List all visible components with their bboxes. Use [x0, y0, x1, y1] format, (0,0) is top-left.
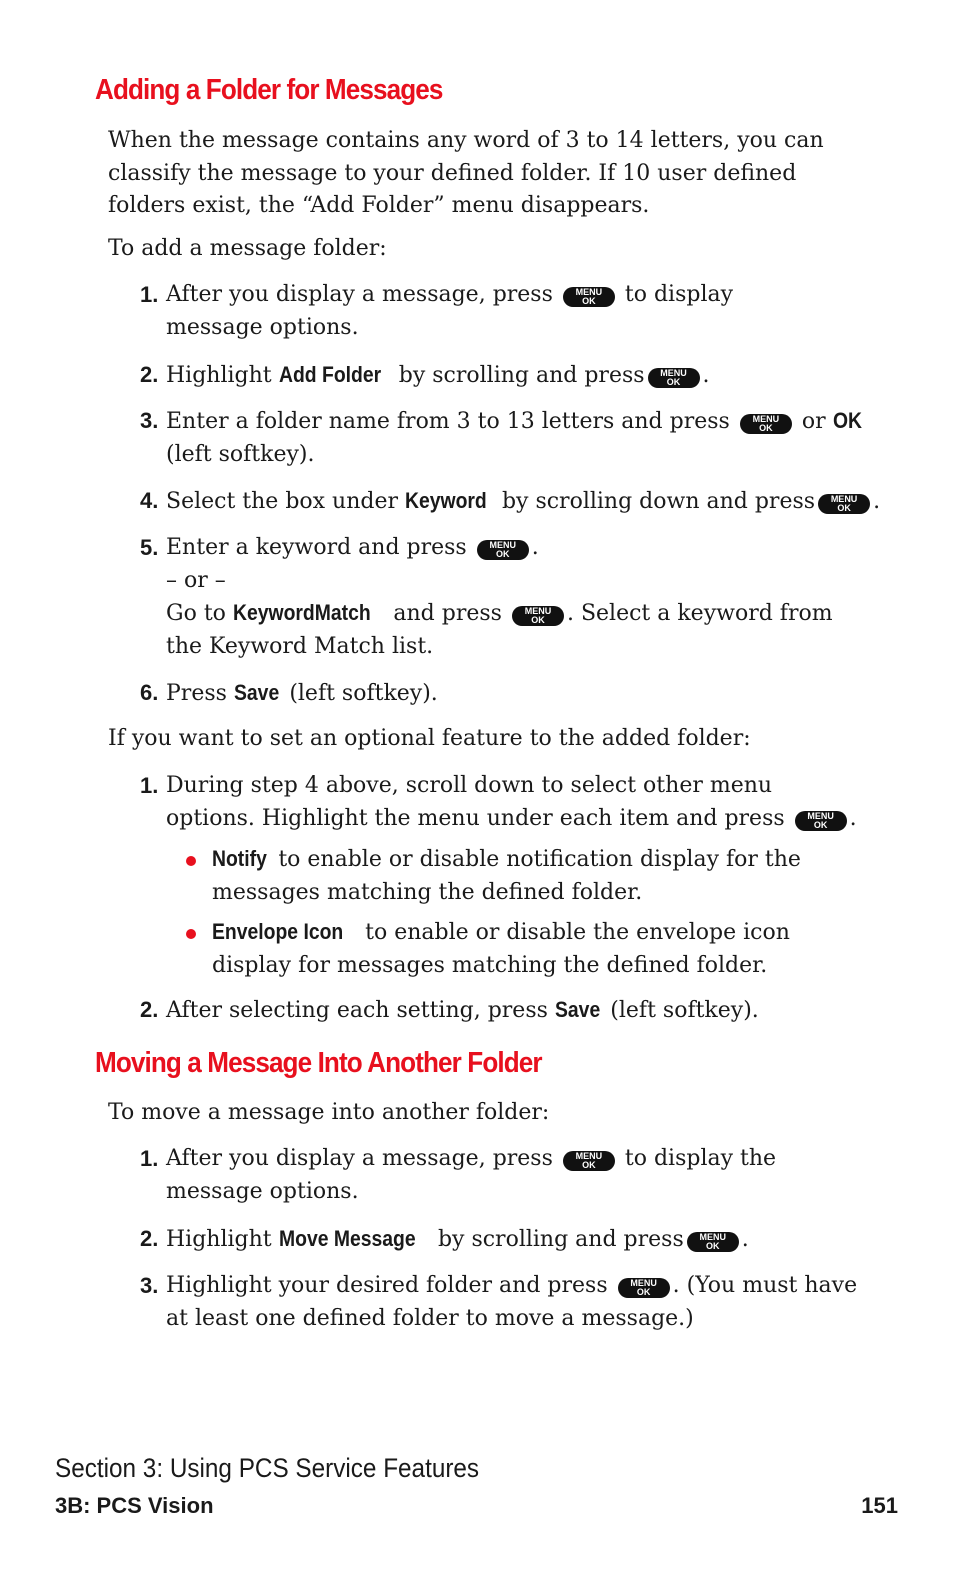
step-text [166, 677, 866, 711]
step-text-part: (left softkey). [166, 441, 315, 467]
step-text: During step 4 above, scroll down to select other menu options. Highlight the menu under each item and press MENU OK . [166, 773, 857, 831]
menu-ok-key-icon: MENU OK [618, 1278, 670, 1298]
bullet-text-part: to enable or disable notification display for the messages matching the defined folder. [212, 847, 801, 905]
keyword-add-folder: Add Folder [278, 362, 381, 387]
step-text-part: Enter a keyword and press [166, 535, 467, 560]
section-heading-add-folder: Adding a Folder for Messages [95, 74, 443, 106]
bullet-icon [186, 929, 196, 939]
section-heading-move-message: Moving a Message Into Another Folder [95, 1047, 542, 1079]
footer-chapter: 3B: PCS Vision [55, 1493, 214, 1518]
step-text-part: After you display a message, press [166, 1146, 553, 1171]
step-text-part: by scrolling and press [437, 1227, 684, 1252]
keyword-save: Save [554, 997, 601, 1022]
menu-ok-key-icon: MENU OK [818, 494, 870, 514]
step-text: Highlight Move Message by scrolling and press MENU OK . [166, 1223, 886, 1257]
step-number: 3. [140, 1273, 159, 1298]
step-number: 2. [140, 997, 159, 1022]
bullet-text-part: to enable or disable the envelope icon display for messages matching the defined folder. [212, 920, 790, 978]
step-text: Highlight Add Folder by scrolling and press MENU OK . [166, 359, 886, 393]
menu-ok-key-icon: MENU OK [512, 606, 564, 626]
optional-lead-text: If you want to set an optional feature to the added folder: [108, 726, 751, 751]
keyword-envelope-icon: Envelope Icon [212, 919, 344, 944]
step-text-part: (left softkey). [610, 998, 759, 1023]
step-text [166, 994, 886, 1028]
keyword-notify: Notify [212, 846, 267, 871]
lead-text: To move a message into another folder: [108, 1100, 550, 1125]
step-text-part: to display message options. [166, 282, 734, 340]
step-text-part: After selecting each setting, press [166, 998, 548, 1023]
menu-ok-key-icon: MENU OK [795, 811, 847, 831]
step-text-part: by scrolling and press [398, 363, 645, 388]
page-number: 151 [861, 1493, 898, 1518]
step-text-part: by scrolling down and press [501, 489, 816, 514]
menu-ok-key-icon: MENU OK [740, 414, 792, 434]
step-text-part: or [801, 409, 826, 434]
step-text-part: Highlight your desired folder and press [166, 1273, 608, 1298]
bullet-icon [186, 856, 196, 866]
bullet-text [212, 916, 872, 982]
menu-ok-key-icon: MENU OK [477, 540, 529, 560]
lead-text: To add a message folder: [108, 236, 387, 261]
step-number: 2. [140, 1226, 159, 1251]
step-text [166, 279, 826, 344]
menu-ok-key-icon: MENU OK [563, 1151, 615, 1171]
keyword-save: Save [233, 680, 280, 705]
step-number: 2. [140, 362, 159, 387]
step-text: Enter a keyword and press MENU OK . – or – Go to KeywordMatch and press MENU OK . Select a keyword from the Keyword Match list. [166, 535, 833, 659]
keyword-ok: OK [832, 408, 862, 433]
or-separator: – or – [166, 567, 226, 593]
keyword-keyword: Keyword [405, 488, 487, 513]
step-text-part: to display the message options. [166, 1146, 777, 1204]
step-text [166, 1143, 866, 1208]
bullet-text [212, 843, 862, 909]
menu-ok-key-icon: MENU OK [648, 368, 700, 388]
step-number: 1. [140, 773, 159, 798]
step-text-part: Enter a folder name from 3 to 13 letters and press [166, 409, 730, 434]
step-text-part: Highlight [166, 1227, 272, 1252]
step-text [166, 405, 886, 471]
intro-paragraph: When the message contains any word of 3 to 14 letters, you can classify the message to your defined folder. If 10 user defined folders exist, the “Add Folder” menu disappears. [108, 128, 824, 218]
step-text-part: Select the box under [166, 489, 399, 514]
step-number: 1. [140, 1146, 159, 1171]
step-text-part: Go to [166, 601, 226, 626]
step-text-part: After you display a message, press [166, 282, 553, 307]
keyword-move-message: Move Message [278, 1226, 416, 1251]
step-number: 5. [140, 535, 159, 560]
footer-section-title: Section 3: Using PCS Service Features [55, 1453, 480, 1483]
step-text-part: and press [393, 601, 502, 626]
step-text-part: During step 4 above, scroll down to select other menu options. Highlight the menu under each item and press [166, 773, 785, 831]
step-number: 1. [140, 282, 159, 307]
menu-ok-key-icon: MENU OK [687, 1232, 739, 1252]
step-text-part: (left softkey). [289, 681, 438, 706]
step-number: 4. [140, 488, 159, 513]
step-text: Select the box under Keyword by scrolling down and press MENU OK . [166, 485, 906, 519]
menu-ok-key-icon: MENU OK [563, 287, 615, 307]
step-number: 3. [140, 408, 159, 433]
step-text-part: Press [166, 681, 227, 706]
keyword-keywordmatch: KeywordMatch [232, 600, 371, 625]
step-text-part: Highlight [166, 363, 272, 388]
step-text: Highlight your desired folder and press MENU OK . (You must have at least one defined folder to move a message.) [166, 1273, 858, 1331]
step-number: 6. [140, 680, 159, 705]
